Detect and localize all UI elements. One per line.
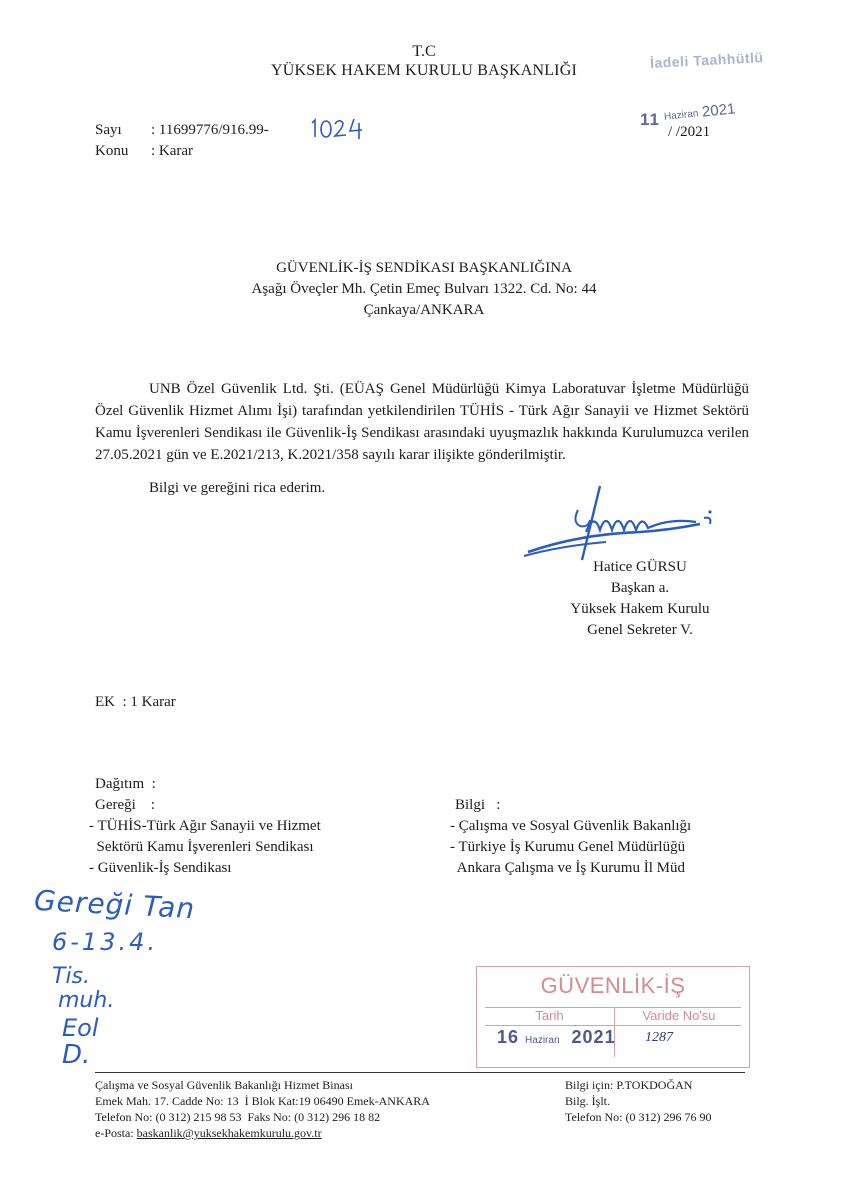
handwritten-note: Tis.: [52, 964, 91, 989]
footer-email-link[interactable]: baskanlik@yuksekhakemkurulu.gov.tr: [136, 1126, 322, 1140]
konu-value: : Karar: [151, 143, 194, 159]
stamp-varide-label: Varide No'su: [642, 1008, 716, 1023]
handwritten-note: Eol: [62, 1014, 99, 1042]
registered-mail-stamp: İadeli Taahhütlü: [649, 49, 764, 71]
signer-title-3: Genel Sekreter V.: [587, 622, 693, 638]
bilgi-item: - Türkiye İş Kurumu Genel Müdürlüğü: [450, 839, 686, 855]
handwritten-note: 6-13.4.: [52, 928, 158, 956]
handwritten-number-drawing: [308, 115, 368, 141]
konu-label: Konu: [95, 143, 129, 159]
stamp-tarih-label: Tarih: [535, 1008, 564, 1023]
header-tc: T.C: [412, 43, 436, 60]
distribution-heading: Dağıtım :: [95, 776, 156, 792]
footer-email-label: e-Posta:: [95, 1126, 137, 1140]
organization-title: YÜKSEK HAKEM KURULU BAŞKANLIĞI: [271, 62, 577, 79]
footer-left: [95, 1077, 535, 1141]
stamp-divider: [485, 1025, 741, 1026]
footer-right: [565, 1077, 765, 1125]
document-date: / /2021: [668, 124, 711, 140]
gerei-item: - Güvenlik-İş Sendikası: [89, 860, 232, 876]
body-paragraph: UNB Özel Güvenlik Ltd. Şti. (EÜAŞ Genel Müdürlüğü Kimya Laboratuvar İşletme Müdürlüğü Özel Güvenlik Hizmet Alımı İşi) tarafından yetkilendirilen TÜHİS - Türk Ağır Sanayii ve Hizmet Sektörü Kamu İşverenleri Sendikası ile Güvenlik-İş Sendikası arasındaki uyuşmazlık hakkında Kurulumuzca verilen 27.05.2021 gün ve E.2021/213, K.2021/358 sayılı karar ilişikte gönderilmiştir.: [95, 381, 749, 463]
gerei-heading: Gereği :: [95, 797, 155, 813]
bilgi-item: - Çalışma ve Sosyal Güvenlik Bakanlığı: [450, 818, 692, 834]
stamp-varide-number: 1287: [645, 1030, 673, 1045]
handwritten-note: Gereği Tan: [33, 883, 196, 926]
footer-address-line: Emek Mah. 17. Cadde No: 13 İ Blok Kat:19 06490 Emek-ANKARA: [95, 1094, 430, 1108]
addressee-line1: GÜVENLİK-İŞ SENDİKASI BAŞKANLIĞINA: [276, 260, 572, 276]
date-stamp-year: 2021: [701, 100, 737, 121]
sayi-row: [95, 122, 269, 139]
footer-email-line: [95, 1125, 535, 1141]
handwritten-note: D.: [62, 1040, 91, 1070]
footer-rule: [95, 1072, 745, 1073]
date-stamp-day: 11: [640, 110, 660, 129]
gerei-item: Sektörü Kamu İşverenleri Sendikası: [89, 839, 314, 855]
handwritten-notes: [28, 880, 248, 1070]
bilgi-item: Ankara Çalışma ve İş Kurumu İl Müd: [450, 860, 685, 876]
footer-address-line: Telefon No: (0 312) 215 98 53 Faks No: (0 312) 296 18 82: [95, 1110, 381, 1124]
date-stamp-month: Haziran: [663, 108, 699, 123]
konu-row: [95, 143, 193, 160]
addressee-line2: Aşağı Öveçler Mh. Çetin Emeç Bulvarı 1322. Cd. No: 44: [251, 281, 597, 297]
received-stamp: [476, 966, 750, 1068]
handwritten-note: muh.: [58, 988, 115, 1013]
handwritten-number: [308, 115, 368, 146]
stamp-date-year: 2021: [571, 1027, 616, 1047]
sayi-value: : 11699776/916.99-: [151, 122, 269, 138]
attachment-line: EK : 1 Karar: [95, 694, 176, 710]
stamp-date-day: 16: [497, 1027, 520, 1047]
closing-line: Bilgi ve gereğini rica ederim.: [149, 480, 326, 496]
sayi-label: Sayı: [95, 122, 122, 138]
footer-contact-line: Telefon No: (0 312) 296 76 90: [565, 1110, 712, 1124]
stamp-date-month: Haziran: [525, 1035, 560, 1046]
signer-title-1: Başkan a.: [610, 580, 670, 596]
received-stamp-title: GÜVENLİK-İŞ: [540, 973, 686, 998]
signer-title-2: Yüksek Hakem Kurulu: [570, 601, 710, 617]
signer-name: Hatice GÜRSU: [593, 559, 687, 575]
addressee-line3: Çankaya/ANKARA: [363, 302, 485, 318]
footer-address-line: Çalışma ve Sosyal Güvenlik Bakanlığı Hizmet Binası: [95, 1078, 353, 1092]
footer-contact-line: Bilg. İşlt.: [565, 1094, 611, 1108]
footer-contact-line: Bilgi için: P.TOKDOĞAN: [565, 1078, 693, 1092]
gerei-item: - TÜHİS-Türk Ağır Sanayii ve Hizmet: [89, 818, 321, 834]
bilgi-heading: Bilgi :: [455, 797, 501, 813]
stamp-date: [497, 1027, 616, 1048]
